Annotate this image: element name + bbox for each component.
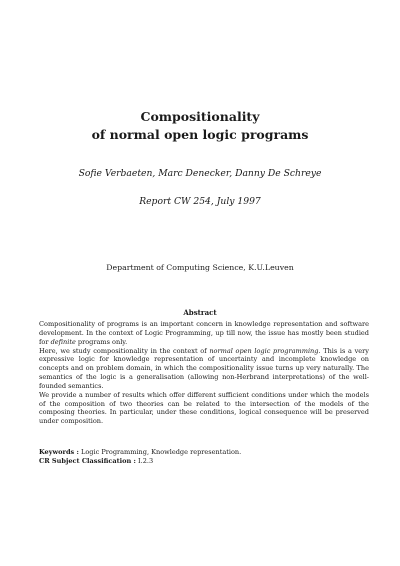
title-line-2: of normal open logic programs bbox=[91, 127, 309, 142]
title-line-1: Compositionality bbox=[140, 109, 260, 124]
abstract-p2-text-a: Here, we study compositionality in the context of bbox=[39, 346, 210, 355]
abstract-paragraph-2 bbox=[39, 347, 369, 391]
abstract-p1-emphasis: definite bbox=[50, 337, 76, 346]
keywords-line bbox=[39, 448, 369, 457]
paper-title bbox=[0, 108, 400, 144]
cr-classification-label: CR Subject Classification : bbox=[39, 456, 136, 465]
abstract-heading: Abstract bbox=[183, 308, 217, 317]
abstract-paragraph-1 bbox=[39, 320, 369, 347]
abstract-p1-text-b: programs only. bbox=[75, 337, 128, 346]
author-list: Sofie Verbaeten, Marc Denecker, Danny De Schreye bbox=[78, 168, 322, 179]
cr-classification-value: I.2.3 bbox=[135, 456, 154, 465]
abstract-p2-text-b: This is a very expressive logic for knowledge representation of uncertainty and incomplete knowledge on concepts and on problem domain, in which the compositionality issue turns up very naturally. The semantics of the logic is a generalisation (allowing non-Herbrand interpretations) of the well-founded semantics. bbox=[39, 346, 369, 390]
abstract-p2-emphasis: normal open logic programming. bbox=[209, 346, 321, 355]
abstract-paragraph-3: We provide a number of results which offer different sufficient conditions under which the models of the composition of two theories can be related to the intersection of the models of the composing theories. In particular, under these conditions, logical consequence will be preserved under composition. bbox=[39, 390, 369, 426]
abstract-p1-text-a: Compositionality of programs is an important concern in knowledge representation and software development. In the context of Logic Programming, up till now, the issue has mostly been studied for bbox=[39, 320, 369, 346]
keywords-block bbox=[39, 448, 369, 466]
cr-classification-line bbox=[39, 457, 369, 466]
keywords-label: Keywords : bbox=[39, 448, 79, 456]
affiliation: Department of Computing Science, K.U.Leuven bbox=[106, 263, 294, 272]
keywords-value: Logic Programming, Knowledge representation. bbox=[78, 448, 242, 456]
report-number: Report CW 254, July 1997 bbox=[139, 196, 261, 207]
abstract-body bbox=[39, 320, 369, 426]
